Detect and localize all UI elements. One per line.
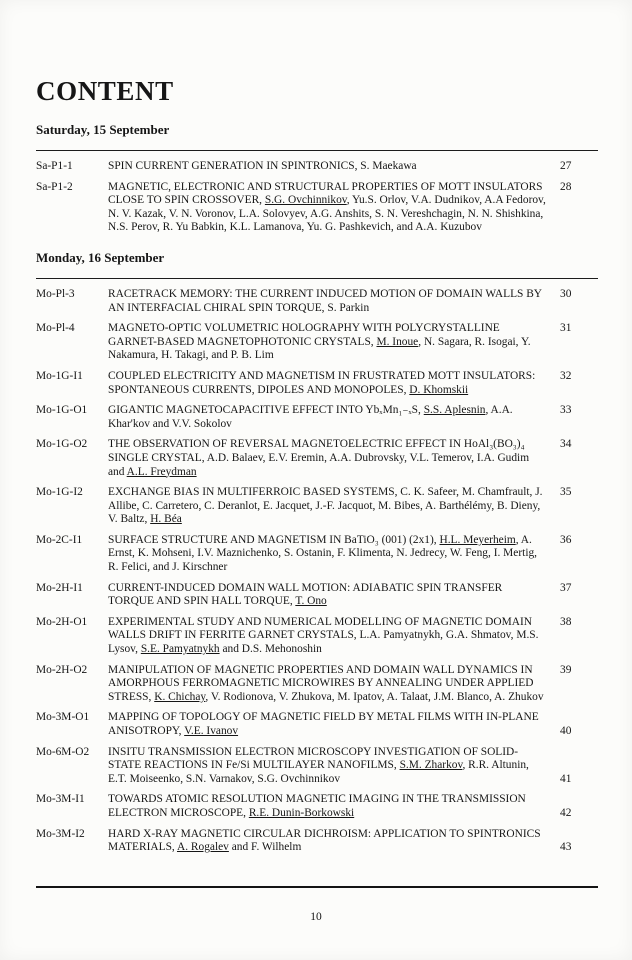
toc-entry <box>36 370 598 397</box>
title-text: MANIPULATION OF MAGNETIC PROPERTIES AND DOMAIN WALL DYNAMICS IN AMORPHOUS FERROMAGNETIC MICROWIRES BY ANNEALING UNDER APPLIED STRESS, <box>108 663 534 703</box>
entry-page-number: 40 <box>560 725 572 737</box>
entry-page-number: 36 <box>560 533 572 546</box>
title-text: THE OBSERVATION OF REVERSAL MAGNETOELECTRIC EFFECT IN HoAl₃(BO₃)₄ SINGLE CRYSTAL, A.D. Balaev, E.V. Eremin, A.A. Dubrovsky, V.L. Temerov, I.A. Gudim and <box>108 438 530 478</box>
presenting-author: S.M. Zharkov <box>399 759 463 772</box>
title-text: EXPERIMENTAL STUDY AND NUMERICAL MODELLING OF MAGNETIC DOMAIN WALLS DRIFT IN FERRITE GARNET CRYSTALS, L.A. Pamyatnykh, G.A. Shmatov, M.S. Lysov, <box>108 615 539 656</box>
entry-title <box>108 711 546 738</box>
entry-code: Mo-Pl-3 <box>36 287 75 300</box>
section-heading: Monday, 16 September <box>36 249 165 265</box>
presenting-author: V.E. Ivanov <box>184 725 239 737</box>
toc-entry <box>36 486 598 527</box>
entry-page-number: 34 <box>560 438 572 451</box>
entry-title <box>108 582 546 609</box>
entry-page-number: 27 <box>560 160 572 172</box>
toc-section <box>36 250 598 855</box>
entry-code: Mo-1G-O1 <box>36 404 88 417</box>
entry-code: Mo-1G-I2 <box>36 486 83 499</box>
entry-code: Mo-2C-I1 <box>36 533 83 546</box>
entry-title <box>108 370 546 397</box>
title-text: EXCHANGE BIAS IN MULTIFERROIC BASED SYSTEMS, C. K. Safeer, M. Chamfrault, J. Allibe, C. Carretero, C. Deranlot, E. Jacquet, J.-F. Jacquot, M. Bibes, A. Barthélémy, B. Dieny, V. Baltz, <box>108 486 543 526</box>
toc-entry <box>36 534 598 575</box>
presenting-author: K. Chichay <box>154 690 206 703</box>
presenting-author: M. Inoue <box>376 335 419 348</box>
title-text: , R.R. Altunin, E.T. Moiseenko, S.N. Varnakov, S.G. Ovchinnikov <box>108 759 529 785</box>
entry-page-number: 37 <box>560 581 572 594</box>
title-text: , A.A. Khar'kov and V.V. Sokolov <box>108 404 513 430</box>
title-text: , Yu.S. Orlov, V.A. Dudnikov, A.A Fedorov, N. V. Kazak, V. N. Voronov, L.A. Solovyev, A.G. Anshits, S. N. Vereshchagin, N. N. Shishkina, N.S. Perov, R. Yu Babkin, K.L. Lamanova, Yu. G. Pashkevich, and A.A. Kuzubov <box>108 194 546 234</box>
entry-code: Mo-2H-I1 <box>36 581 83 594</box>
toc-entry <box>36 711 598 738</box>
entry-title <box>108 793 546 820</box>
toc-section <box>36 122 598 235</box>
presenting-author: S.G. Ovchinnikov <box>264 194 347 207</box>
presenting-author: H.L. Meyerheim <box>439 533 516 546</box>
entry-title <box>108 288 546 315</box>
entry-page-number: 41 <box>560 772 572 785</box>
divider <box>36 278 598 279</box>
title-text: INSITU TRANSMISSION ELECTRON MICROSCOPY INVESTIGATION OF SOLID-STATE REACTIONS IN Fe/Si MULTILAYER NANOFILMS, <box>108 745 519 772</box>
toc-entry <box>36 616 598 657</box>
entry-page-number: 42 <box>560 806 572 819</box>
toc-entry <box>36 404 598 431</box>
title-text: and F. Wilhelm <box>228 841 302 854</box>
entry-title <box>108 534 546 575</box>
entry-code: Mo-1G-O2 <box>36 438 88 451</box>
toc-entry <box>36 828 598 855</box>
entry-title <box>108 181 546 235</box>
entry-code: Mo-2H-O1 <box>36 615 88 628</box>
entry-page-number: 43 <box>560 841 572 854</box>
toc-entry <box>36 746 598 787</box>
page-content <box>36 0 598 855</box>
entry-title <box>108 486 546 527</box>
title-text: and D.S. Mehonoshin <box>219 643 322 656</box>
toc-entry <box>36 160 598 174</box>
entry-title <box>108 746 546 787</box>
toc-entry <box>36 181 598 235</box>
entry-page-number: 28 <box>560 180 572 193</box>
entry-list <box>36 288 598 855</box>
presenting-author: T. Ono <box>295 595 327 608</box>
entry-code: Mo-6M-O2 <box>36 745 90 758</box>
title-text: RACETRACK MEMORY: THE CURRENT INDUCED MOTION OF DOMAIN WALLS BY AN INTERFACIAL CHIRAL SPIN TORQUE, S. Parkin <box>108 287 542 314</box>
divider <box>36 150 598 151</box>
toc-entry <box>36 582 598 609</box>
entry-code: Mo-3M-I2 <box>36 827 85 840</box>
page-number: 10 <box>310 911 322 923</box>
title-text: MAGNETO-OPTIC VOLUMETRIC HOLOGRAPHY WITH POLYCRYSTALLINE GARNET-BASED MAGNETOPHOTONIC CRYSTALS, <box>108 322 500 348</box>
title-text: SURFACE STRUCTURE AND MAGNETISM IN BaTiO₃ (001) (2x1), <box>108 533 440 546</box>
presenting-author: R.E. Dunin-Borkowski <box>248 806 355 819</box>
toc-entry <box>36 288 598 315</box>
entry-title <box>108 322 546 363</box>
entry-code: Mo-3M-O1 <box>36 711 90 724</box>
entry-page-number: 39 <box>560 663 572 676</box>
entry-code: Mo-1G-I1 <box>36 369 83 382</box>
title-text: MAPPING OF TOPOLOGY OF MAGNETIC FIELD BY METAL FILMS WITH IN-PLANE ANISOTROPY, <box>108 711 539 737</box>
presenting-author: D. Khomskii <box>409 383 469 396</box>
entry-title <box>108 160 546 174</box>
toc-sections <box>36 122 598 855</box>
entry-page-number: 30 <box>560 287 572 300</box>
title-text: CURRENT-INDUCED DOMAIN WALL MOTION: ADIABATIC SPIN TRANSFER TORQUE AND SPIN HALL TORQUE, <box>108 581 503 608</box>
toc-entry <box>36 438 598 479</box>
entry-code: Sa-P1-1 <box>36 160 73 172</box>
entry-title <box>108 828 546 855</box>
section-heading: Saturday, 15 September <box>36 122 170 137</box>
entry-code: Mo-2H-O2 <box>36 663 88 676</box>
entry-title <box>108 664 546 705</box>
title-text: , A. Ernst, K. Mohseni, I.V. Maznichenko, S. Ostanin, F. Klimenta, N. Jedrecy, W. Feng, I. Mertig, R. Felici, and J. Kirschner <box>108 533 538 574</box>
presenting-author: S.E. Pamyatnykh <box>140 643 220 656</box>
title-text: SPIN CURRENT GENERATION IN SPINTRONICS, S. Maekawa <box>108 160 417 172</box>
presenting-author: A.L. Freydman <box>126 465 197 478</box>
entry-list <box>36 160 598 235</box>
entry-code: Sa-P1-2 <box>36 180 73 193</box>
title-text: , N. Sagara, R. Isogai, Y. Nakamura, H. Takagi, and P. B. Lim <box>108 335 531 362</box>
presenting-author: A. Rogalev <box>176 841 229 854</box>
title-text: HARD X-RAY MAGNETIC CIRCULAR DICHROISM: APPLICATION TO SPINTRONICS MATERIALS, <box>108 827 541 854</box>
entry-title <box>108 404 546 431</box>
entry-page-number: 32 <box>560 369 572 382</box>
title-text: TOWARDS ATOMIC RESOLUTION MAGNETIC IMAGING IN THE TRANSMISSION ELECTRON MICROSCOPE, <box>108 793 526 819</box>
entry-title <box>108 616 546 657</box>
presenting-author: S.S. Aplesnin <box>423 404 486 417</box>
entry-code: Mo-Pl-4 <box>36 322 75 335</box>
page-title: CONTENT <box>36 76 174 106</box>
toc-entry <box>36 793 598 820</box>
entry-page-number: 38 <box>560 615 572 628</box>
toc-entry <box>36 664 598 705</box>
title-text: , V. Rodionova, V. Zhukova, M. Ipatov, A. Talaat, J.M. Blanco, A. Zhukov <box>205 690 544 703</box>
title-text: MAGNETIC, ELECTRONIC AND STRUCTURAL PROPERTIES OF MOTT INSULATORS CLOSE TO SPIN CROSSOVER, <box>108 180 543 207</box>
entry-page-number: 31 <box>560 322 572 335</box>
divider <box>36 886 598 888</box>
toc-entry <box>36 322 598 363</box>
entry-page-number: 35 <box>560 486 572 499</box>
title-text: GIGANTIC MAGNETOCAPACITIVE EFFECT INTO YbₓMn₁₋ₓS, <box>108 404 424 417</box>
title-text: COUPLED ELECTRICITY AND MAGNETISM IN FRUSTRATED MOTT INSULATORS: SPONTANEOUS CURRENTS, DIPOLES AND MONOPOLES, <box>108 369 536 396</box>
presenting-author: H. Béa <box>150 513 182 526</box>
entry-title <box>108 438 546 479</box>
entry-page-number: 33 <box>560 404 572 417</box>
entry-code: Mo-3M-I1 <box>36 793 85 806</box>
